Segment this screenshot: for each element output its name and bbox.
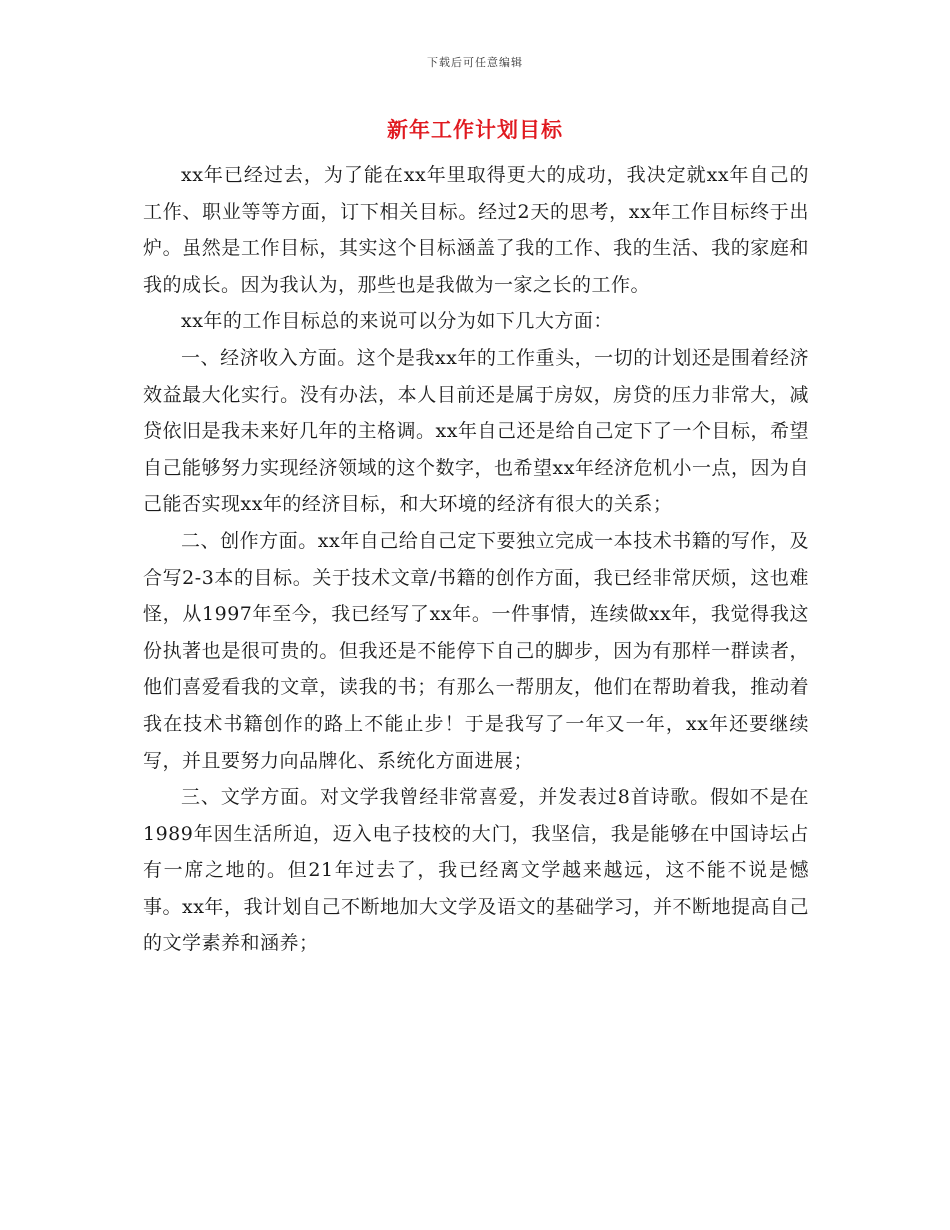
paragraph-intro: xx年已经过去，为了能在xx年里取得更大的成功，我决定就xx年自己的工作、职业等等方面，订下相关目标。经过2天的思考，xx年工作目标终于出炉。虽然是工作目标，其实这个目标涵盖了我的工作、我的生活、我的家庭和我的成长。因为我认为，那些也是我做为一家之长的工作。 <box>143 164 809 296</box>
document-body <box>143 157 809 962</box>
header-note: 下载后可任意编辑 <box>427 56 523 69</box>
paragraph-summary: xx年的工作目标总的来说可以分为如下几大方面： <box>181 310 613 333</box>
paragraph-economic: 一、经济收入方面。这个是我xx年的工作重头，一切的计划还是围着经济效益最大化实行。没有办法，本人目前还是属于房奴，房贷的压力非常大，减贷依旧是我未来好几年的主格调。xx年自己还是给自己定下了一个目标，希望自己能够努力实现经济领域的这个数字，也希望xx年经济危机小一点，因为自己能否实现xx年的经济目标，和大环境的经济有很大的关系； <box>143 346 809 516</box>
document-title: 新年工作计划目标 <box>387 117 563 142</box>
paragraph-literature: 三、文学方面。对文学我曾经非常喜爱，并发表过8首诗歌。假如不是在1989年因生活所迫，迈入电子技校的大门，我坚信，我是能够在中国诗坛占有一席之地的。但21年过去了，我已经离文学越来越远，这不能不说是憾事。xx年，我计划自己不断地加大文学及语文的基础学习，并不断地提高自己的文学素养和涵养； <box>143 786 809 955</box>
paragraph-writing: 二、创作方面。xx年自己给自己定下要独立完成一本技术书籍的写作，及合写2-3本的目标。关于技术文章/书籍的创作方面，我已经非常厌烦，这也难怪，从1997年至今，我已经写了xx年。一件事情，连续做xx年，我觉得我这份执著也是很可贵的。但我还是不能停下自己的脚步，因为有那样一群读者，他们喜爱看我的文章，读我的书；有那么一帮朋友，他们在帮助着我，推动着我在技术书籍创作的路上不能止步！于是我写了一年又一年，xx年还要继续写，并且要努力向品牌化、系统化方面进展； <box>143 529 809 772</box>
